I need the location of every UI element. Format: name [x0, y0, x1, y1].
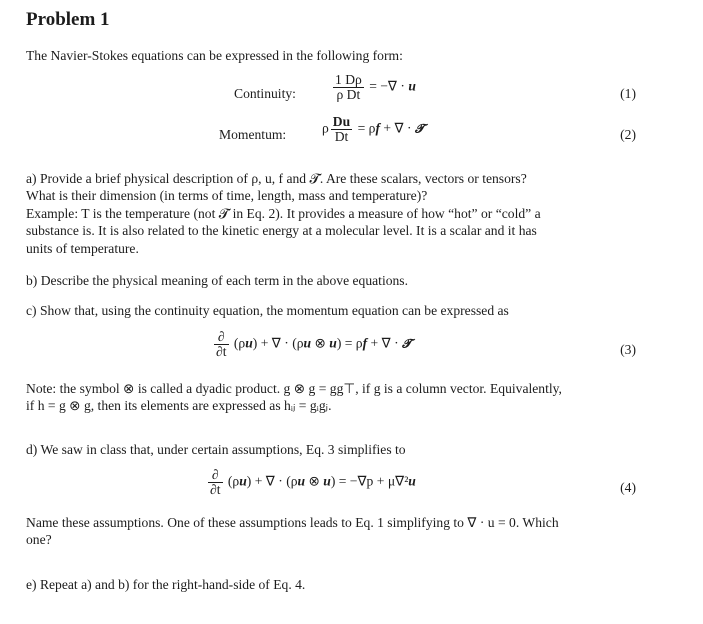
- equation-number-4: (4): [620, 480, 636, 495]
- momentum-rhs-b: + ∇ ·: [379, 120, 415, 136]
- continuity-fraction: [333, 73, 364, 102]
- problem-title: Problem 1: [26, 9, 110, 30]
- continuity-denominator: ρ Dt: [336, 87, 361, 102]
- momentum-label: Momentum:: [219, 127, 287, 142]
- momentum-rho: ρ: [322, 120, 329, 136]
- continuity-equation: [331, 73, 416, 102]
- equation-number-1: (1): [620, 86, 636, 101]
- equation-4: $\frac{\partial}{\partial t}$ (ρu) + ∇ · (ρu ⊗ u) = −∇p + μ∇²u: [210, 467, 416, 497]
- part-a-text: a) Provide a brief physical description of ρ, u, f and 𝓣. Are these scalars, vectors or tensors? What is their dimension (in terms of time, length, mass and temperature)? Example: T is the temperature (not 𝓣 in Eq. 2). It provides a measure of how “hot” or “cold” a substance is. It is also related to the kinetic energy at a molecular level. It is a scalar and it has units of temperature.: [26, 171, 541, 256]
- eq3-partial: $\frac{\partial}{\partial t}$: [216, 329, 227, 359]
- momentum-equation: [322, 115, 424, 144]
- part-c-text: c) Show that, using the continuity equation, the momentum equation can be expressed as: [26, 303, 509, 318]
- assumptions-text: Name these assumptions. One of these assumptions leads to Eq. 1 simplifying to ∇ · u = 0. Which one?: [26, 515, 559, 548]
- equation-number-3: (3): [620, 342, 636, 357]
- part-d-text: d) We saw in class that, under certain assumptions, Eq. 3 simplifies to: [26, 442, 406, 457]
- momentum-denominator: Dt: [334, 129, 349, 144]
- equation-number-2: (2): [620, 127, 636, 142]
- eq4-partial: $\frac{\partial}{\partial t}$: [210, 467, 221, 497]
- momentum-fraction: [331, 115, 352, 144]
- part-b-text: b) Describe the physical meaning of each term in the above equations.: [26, 273, 408, 288]
- momentum-numerator: Du: [332, 114, 351, 129]
- velocity-symbol: u: [408, 78, 416, 94]
- continuity-label: Continuity:: [234, 86, 296, 101]
- momentum-rhs-a: = ρ: [357, 120, 376, 136]
- part-e-text: e) Repeat a) and b) for the right-hand-side of Eq. 4.: [26, 577, 306, 592]
- continuity-rhs: = −∇ ·: [369, 78, 409, 94]
- continuity-numerator: 1 Dρ: [335, 72, 362, 87]
- intro-text: The Navier-Stokes equations can be expressed in the following form:: [26, 48, 403, 63]
- stress-tensor-symbol: 𝓣: [414, 121, 425, 136]
- force-symbol: f: [375, 120, 380, 136]
- note-text: Note: the symbol ⊗ is called a dyadic product. g ⊗ g = gg⊤, if g is a column vector. Equivalently, if h = g ⊗ g, then its elements are expressed as hᵢⱼ = gᵢgⱼ.: [26, 381, 562, 414]
- equation-3: $\frac{\partial}{\partial t}$ (ρu) + ∇ · (ρu ⊗ u) = ρf + ∇ · 𝓣: [216, 329, 412, 359]
